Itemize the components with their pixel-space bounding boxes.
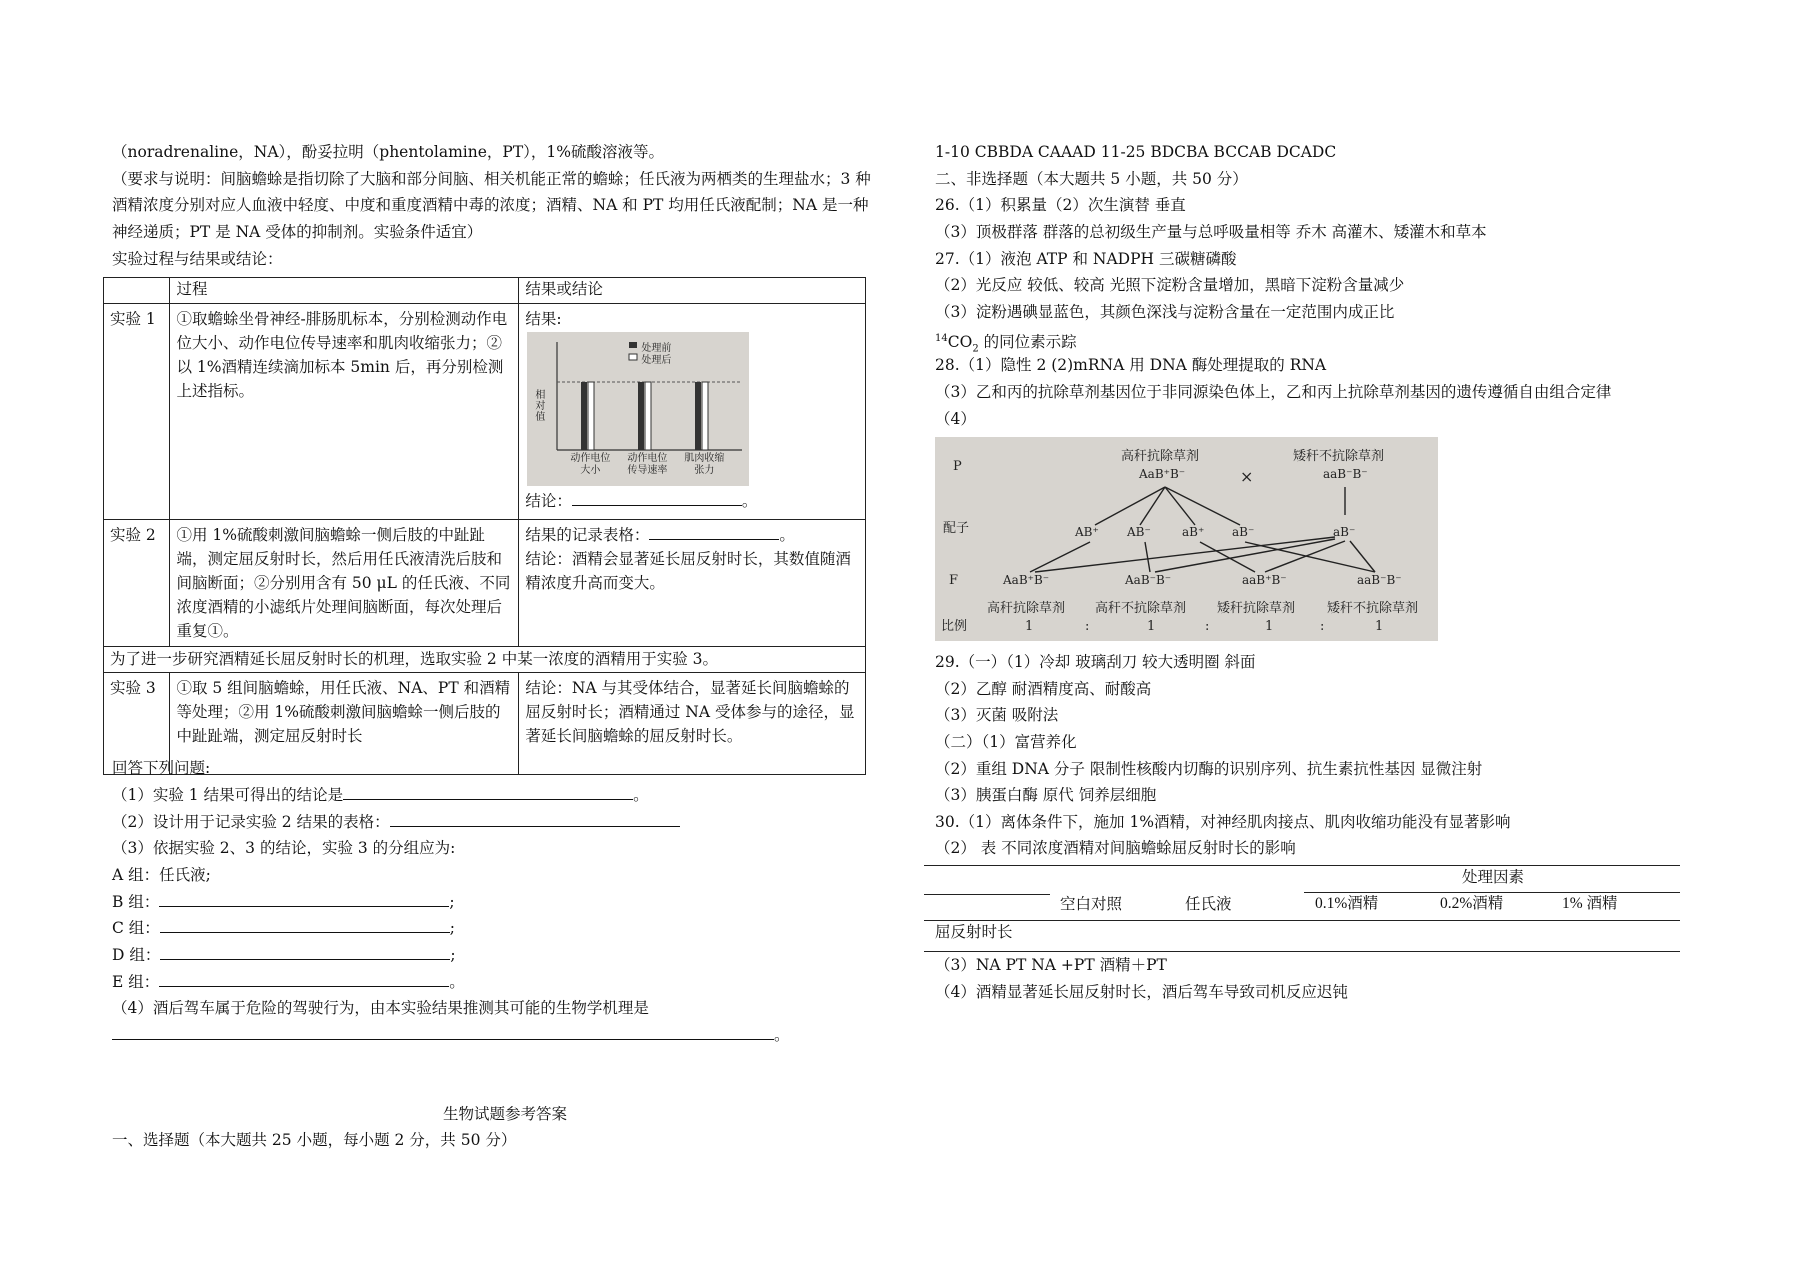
experiment-table xyxy=(103,277,866,775)
answer-30-3: （3）NA PT NA +PT 酒精＋PT xyxy=(935,956,1167,974)
table-header-result: 结果或结论 xyxy=(519,278,866,304)
ratio-3: 1 xyxy=(1265,619,1274,634)
answer-27-3: （3）淀粉遇碘显蓝色，其颜色深浅与淀粉含量在一定范围内成正比 xyxy=(935,303,1395,321)
answer-28-3: （3）乙和丙的抗除草剂基因位于非同源染色体上，乙和丙上抗除草剂基因的遗传遵循自由组合定律 xyxy=(935,383,1612,401)
exp2-label: 实验 2 xyxy=(104,520,170,647)
parent2-phenotype: 矮秆不抗除草剂 xyxy=(1293,449,1385,464)
chart-cat-2: 动作电位 传导速率 xyxy=(627,453,668,476)
exp1-conclusion: 结论： 。 xyxy=(525,492,758,510)
group-e: E 组： 。 xyxy=(112,973,465,991)
bar-after-2 xyxy=(645,382,651,450)
table-col-01: 0.1%酒精 xyxy=(1315,895,1379,912)
answer-29-2: （2）乙醇 耐酒精度高、耐酸高 xyxy=(935,680,1152,698)
section-2-heading: 二、非选择题（本大题共 5 小题，共 50 分） xyxy=(935,170,1248,188)
cross-p-label: P xyxy=(953,459,962,474)
parent2-genotype: aaB⁻B⁻ xyxy=(1323,467,1368,481)
genetic-cross-diagram xyxy=(935,437,1438,641)
gamete-1: AB⁺ xyxy=(1075,525,1099,539)
exp1-process: ①取蟾蜍坐骨神经-腓肠肌标本，分别检测动作电位大小、动作电位传导速率和肌肉收缩张力；②以 1%酒精连续滴加标本 5min 后，再分别检测上述指标。 xyxy=(170,304,519,520)
answer-29-1: 29.（一）（1）冷却 玻璃刮刀 较大透明圈 斜面 xyxy=(935,653,1256,671)
legend-swatch-after xyxy=(629,354,637,360)
bar-before-3 xyxy=(695,382,701,450)
ratio-sep-2: : xyxy=(1205,619,1210,634)
group-d: D 组： ; xyxy=(112,946,456,964)
answer-26-1: 26.（1）积累量（2）次生演替 垂直 xyxy=(935,196,1186,214)
answer-26-3: （3）顶极群落 群落的总初级生产量与总呼吸量相等 乔木 高灌木、矮灌木和草本 xyxy=(935,223,1487,241)
table-header-empty xyxy=(104,278,170,304)
bar-after-1 xyxy=(588,382,594,450)
offspring-geno-1: AaB⁺B⁻ xyxy=(1003,573,1050,587)
cross-f-label: F xyxy=(949,573,959,588)
ratio-2: 1 xyxy=(1147,619,1156,634)
questions-title: 回答下列问题: xyxy=(112,759,211,777)
ratio-4: 1 xyxy=(1375,619,1384,634)
exp2-result-cell xyxy=(519,520,866,647)
answer-29-3: （3）灭菌 吸附法 xyxy=(935,706,1059,724)
answer-27-4: $^{14}CO_2$ 的同位素示踪 xyxy=(935,333,1077,355)
chart-cat-1: 动作电位 大小 xyxy=(570,453,611,476)
table-header-rule xyxy=(924,920,1680,921)
ratio-sep-1: : xyxy=(1085,619,1090,634)
offspring-pheno-4: 矮秆不抗除草剂 xyxy=(1327,601,1419,616)
offspring-pheno-1: 高秆抗除草剂 xyxy=(987,601,1066,616)
table-bottom-rule xyxy=(924,951,1680,952)
answer-title: 生物试题参考答案 xyxy=(443,1105,568,1123)
gamete-3: aB⁺ xyxy=(1182,525,1205,539)
question-2: （2）设计用于记录实验 2 结果的表格： xyxy=(112,812,680,832)
group-b: B 组： ; xyxy=(112,893,455,911)
offspring-pheno-2: 高秆不抗除草剂 xyxy=(1095,601,1187,616)
answer-30-2: （2） 表 不同浓度酒精对间脑蟾蜍屈反射时长的影响 xyxy=(935,839,1296,857)
bar-before-2 xyxy=(638,382,644,450)
exp3-label: 实验 3 xyxy=(104,673,170,775)
legend-after: 处理后 xyxy=(641,355,672,366)
answer-28-4: （4） xyxy=(935,410,976,428)
table-caption: 实验过程与结果或结论： xyxy=(112,250,283,268)
group-a: A 组：任氏液; xyxy=(112,866,211,884)
answer-29-b1: （二）（1）富营养化 xyxy=(935,733,1077,751)
answer-30-4: （4）酒精显著延长屈反射时长，酒后驾车导致司机反应迟钝 xyxy=(935,983,1348,1001)
gamete-5: aB⁻ xyxy=(1333,525,1356,539)
table-header-process: 过程 xyxy=(170,278,519,304)
intro-line-2: （要求与说明：间脑蟾蜍是指切除了大脑和部分间脑、相关机能正常的蟾蜍；任氏液为两栖类的生理盐水；3 种 xyxy=(112,170,871,188)
exp2-conclusion: 结论：酒精会显著延长屈反射时长，其数值随酒精浓度升高而变大。 xyxy=(525,550,851,592)
intro-line-3: 酒精浓度分别对应人血液中轻度、中度和重度酒精中毒的浓度；酒精、NA 和 PT 均用任氏液配制；NA 是一种 xyxy=(112,196,869,214)
table-factor-header: 处理因素 xyxy=(1462,868,1525,886)
cross-sign: × xyxy=(1240,467,1254,486)
offspring-geno-3: aaB⁺B⁻ xyxy=(1242,573,1287,587)
exp3-conclusion: 结论：NA 与其受体结合，显著延长间脑蟾蜍的屈反射时长；酒精通过 NA 受体参与的途径，显著延长间脑蟾蜍的屈反射时长。 xyxy=(519,673,866,775)
offspring-geno-4: aaB⁻B⁻ xyxy=(1357,573,1402,587)
exp3-process: ①取 5 组间脑蟾蜍，用任氏液、NA、PT 和酒精等处理；②用 1%硫酸刺激间脑蟾蜍一侧后肢的中趾趾端，测定屈反射时长 xyxy=(170,673,519,775)
answer-27-1: 27.（1）液泡 ATP 和 NADPH 三碳糖磷酸 xyxy=(935,250,1237,268)
answer-29-b2: （2）重组 DNA 分子 限制性核酸内切酶的识别序列、抗生素抗性基因 显微注射 xyxy=(935,760,1483,778)
exp2-process: ①用 1%硫酸刺激间脑蟾蜍一侧后肢的中趾趾端，测定屈反射时长，然后用任氏液清洗后肢和间脑断面；②分别用含有 50 μL 的任氏液、不同浓度酒精的小滤纸片处理间脑断面，每次处理后重复①。 xyxy=(170,520,519,647)
gamete-4: aB⁻ xyxy=(1232,525,1255,539)
intro-line-1: （noradrenaline，NA），酚妥拉明（phentolamine，PT），1%硫酸溶液等。 xyxy=(112,143,665,161)
bar-after-3 xyxy=(702,382,708,450)
parent1-genotype: AaB⁺B⁻ xyxy=(1139,467,1186,481)
answer-29-b3: （3）胰蛋白酶 原代 饲养层细胞 xyxy=(935,786,1157,804)
question-4: （4）酒后驾车属于危险的驾驶行为，由本实验结果推测其可能的生物学机理是 xyxy=(112,999,649,1017)
bridge-row: 为了进一步研究酒精延长屈反射时长的机理，选取实验 2 中某一浓度的酒精用于实验 3。 xyxy=(104,647,866,673)
table-col-1: 1% 酒精 xyxy=(1562,895,1618,912)
answer-28-1: 28.（1）隐性 2 (2)mRNA 用 DNA 酶处理提取的 RNA xyxy=(935,356,1327,374)
question-3: （3）依据实验 2、3 的结论，实验 3 的分组应为: xyxy=(112,839,456,857)
group-c: C 组： ; xyxy=(112,919,456,937)
cross-ratio-label: 比例 xyxy=(941,619,968,634)
table-col-blank: 空白对照 xyxy=(1060,895,1123,913)
question-4-blank: 。 xyxy=(112,1025,790,1045)
cross-gamete-label: 配子 xyxy=(943,521,970,536)
offspring-geno-2: AaB⁻B⁻ xyxy=(1125,573,1172,587)
exp1-result-cell xyxy=(519,304,866,520)
intro-line-4: 神经递质；PT 是 NA 受体的抑制剂。实验条件适宜） xyxy=(112,223,483,241)
section-1-heading: 一、选择题（本大题共 25 小题，每小题 2 分，共 50 分） xyxy=(112,1131,517,1149)
answer-30-1: 30.（1）离体条件下，施加 1%酒精，对神经肌肉接点、肌肉收缩功能没有显著影响 xyxy=(935,813,1511,831)
exp2-result-table: 结果的记录表格： 。 xyxy=(525,526,795,544)
exp1-bar-chart xyxy=(527,332,749,486)
table-col-ringer: 任氏液 xyxy=(1185,895,1232,913)
answer-27-2: （2）光反应 较低、较高 光照下淀粉含量增加，黑暗下淀粉含量减少 xyxy=(935,276,1405,294)
parent1-phenotype: 高秆抗除草剂 xyxy=(1121,449,1200,464)
legend-swatch-before xyxy=(629,342,637,348)
table-left-rule xyxy=(924,894,1050,895)
chart-ylabel: 相对值 xyxy=(535,390,546,423)
offspring-pheno-3: 矮秆抗除草剂 xyxy=(1217,601,1296,616)
exp1-label: 实验 1 xyxy=(104,304,170,520)
gamete-2: AB⁻ xyxy=(1127,525,1151,539)
table-col-02: 0.2%酒精 xyxy=(1440,895,1504,912)
answer-choices: 1-10 CBBDA CAAAD 11-25 BDCBA BCCAB DCADC xyxy=(935,143,1337,161)
table-row-label: 屈反射时长 xyxy=(935,923,1013,941)
table-top-rule xyxy=(924,865,1680,866)
ratio-sep-3: : xyxy=(1320,619,1325,634)
bar-before-1 xyxy=(581,382,587,450)
exp1-result-label: 结果: xyxy=(525,310,562,328)
legend-before: 处理前 xyxy=(641,343,672,354)
ratio-1: 1 xyxy=(1025,619,1034,634)
question-1: （1）实验 1 结果可得出的结论是 。 xyxy=(112,786,649,804)
chart-cat-3: 肌肉收缩 张力 xyxy=(684,453,725,476)
table-mid-rule xyxy=(1304,892,1680,893)
